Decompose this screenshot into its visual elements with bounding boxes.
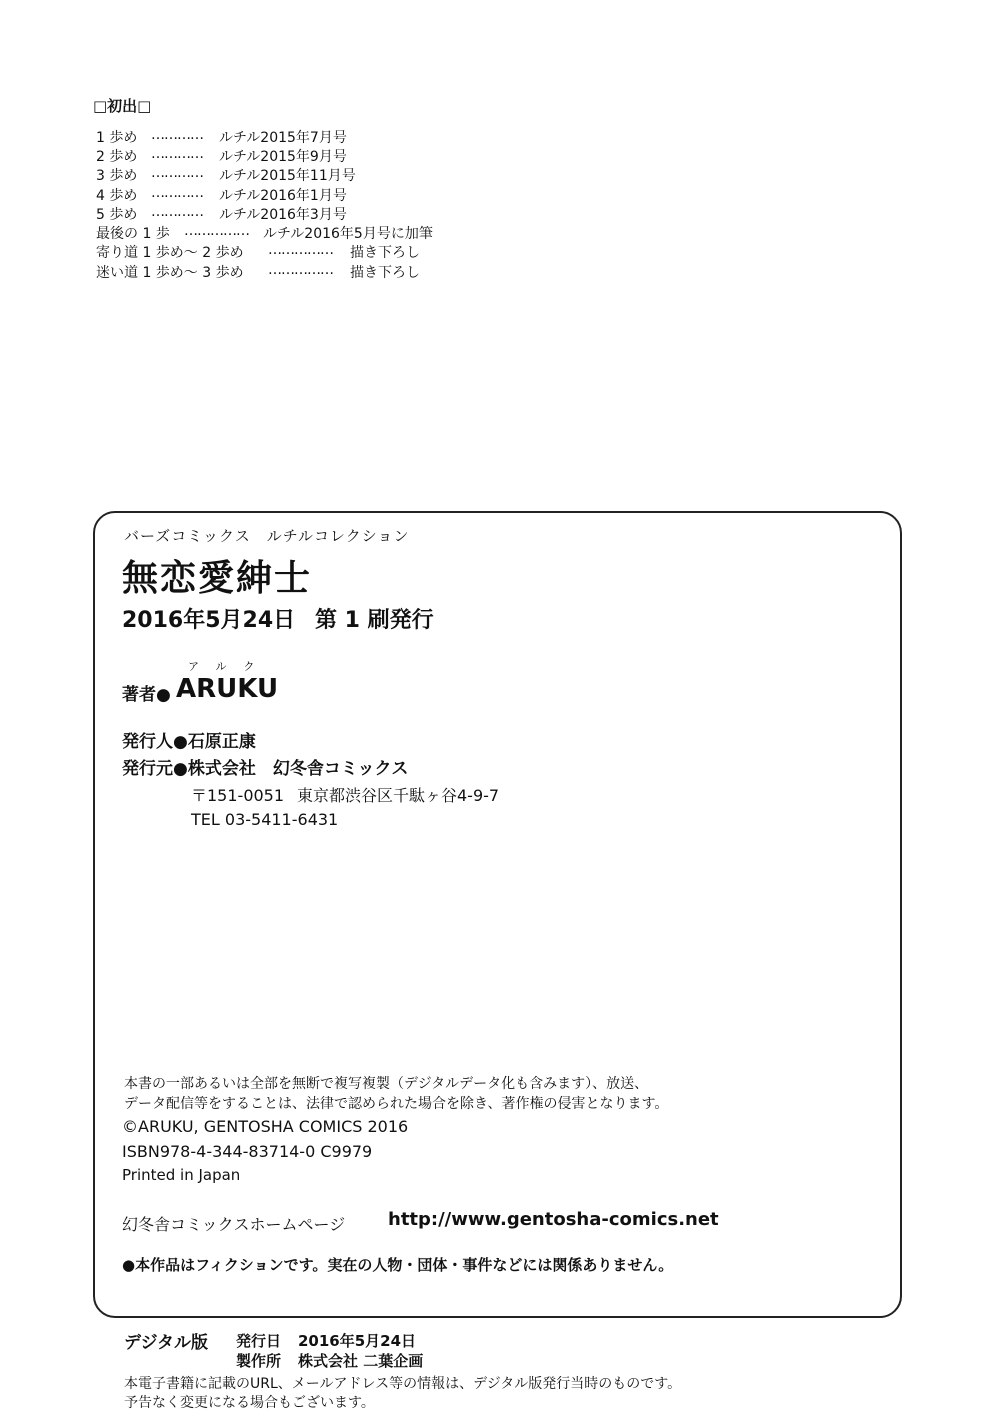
chapter-name: 1 歩め [96, 130, 138, 146]
telephone: TEL 03-5411-6431 [191, 810, 339, 829]
author-label: 著者● [122, 685, 171, 705]
publisher-person: 発行人●石原正康 [122, 732, 256, 752]
chapter-source: ルチル2015年9月号 [219, 149, 347, 165]
chapter-name: 3 歩め [96, 168, 138, 184]
leader-dots: …………… [268, 242, 333, 258]
chapter-name: 迷い道 1 歩め〜 3 歩め [96, 265, 244, 281]
digital-note-line: 予告なく変更になる場合もございます。 [124, 1395, 375, 1411]
digital-note-line: 本電子書籍に記載のURL、メールアドレス等の情報は、デジタル版発行当時のものです。 [124, 1376, 682, 1392]
copyright-notice-line: データ配信等をすることは、法律で認められた場合を除き、著作権の侵害となります。 [124, 1096, 669, 1112]
chapter-name: 4 歩め [96, 188, 138, 204]
release-date-value: 2016年5月24日 [298, 1332, 417, 1350]
leader-dots: ………… [151, 146, 203, 162]
copyright-notice-line: 本書の一部あるいは全部を無断で複写複製（デジタルデータ化も含みます）、放送、 [124, 1076, 649, 1092]
chapter-name: 寄り道 1 歩め〜 2 歩め [96, 245, 244, 261]
fiction-note: ●本作品はフィクションです。実在の人物・団体・事件などには関係ありません。 [122, 1256, 674, 1274]
leader-dots: ………… [151, 127, 203, 143]
leader-dots: ………… [151, 204, 203, 220]
publication-date: 2016年5月24日 [122, 608, 296, 633]
chapter-source: 描き下ろし [350, 265, 420, 281]
printed-in: Printed in Japan [122, 1166, 241, 1184]
chapter-name: 最後の 1 歩 [96, 226, 170, 242]
author-name: ARUKU [176, 674, 279, 704]
chapter-source: ルチル2016年1月号 [219, 188, 347, 204]
leader-dots: ………… [151, 165, 203, 181]
homepage-label: 幻冬舎コミックスホームページ [122, 1215, 346, 1234]
address: 東京都渋谷区千駄ヶ谷4-9-7 [297, 786, 500, 805]
copyright: ©ARUKU, GENTOSHA COMICS 2016 [122, 1117, 409, 1136]
book-title: 無恋愛紳士 [122, 558, 313, 599]
edition-label: 第 1 刷発行 [315, 608, 434, 633]
digital-edition-label: デジタル版 [124, 1333, 208, 1353]
first-publication-heading: □初出□ [93, 97, 152, 115]
chapter-source: ルチル2015年7月号 [219, 130, 347, 146]
chapter-name: 2 歩め [96, 149, 138, 165]
chapter-source: ルチル2015年11月号 [219, 168, 356, 184]
leader-dots: ………… [151, 185, 203, 201]
homepage-url: http://www.gentosha-comics.net [388, 1209, 719, 1230]
leader-dots: …………… [184, 223, 249, 239]
isbn: ISBN978-4-344-83714-0 C9979 [122, 1142, 373, 1161]
postal-code: 〒151-0051 [191, 786, 285, 805]
chapter-name: 5 歩め [96, 207, 138, 223]
chapter-source: ルチル2016年3月号 [219, 207, 347, 223]
chapter-source: 描き下ろし [350, 245, 420, 261]
publisher-company: 発行元●株式会社 幻冬舎コミックス [122, 759, 409, 779]
producer-value: 株式会社 二葉企画 [298, 1352, 424, 1370]
release-date-label: 発行日 [236, 1332, 282, 1350]
producer-label: 製作所 [236, 1352, 282, 1370]
series-label: バーズコミックス ルチルコレクション [124, 527, 410, 545]
leader-dots: …………… [268, 262, 333, 278]
author-ruby: アルク [188, 660, 272, 673]
chapter-source: ルチル2016年5月号に加筆 [263, 226, 433, 242]
